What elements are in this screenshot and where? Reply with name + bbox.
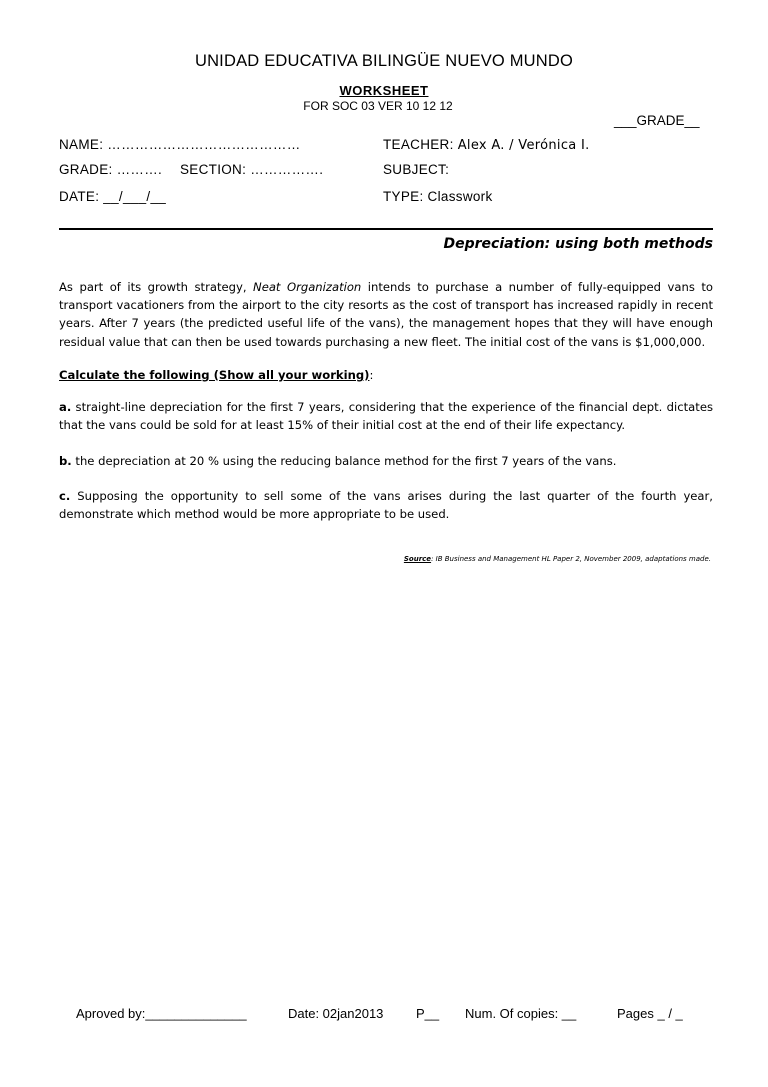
- company-name: Neat Organization: [253, 280, 362, 294]
- worksheet-title: WORKSHEET: [339, 83, 429, 98]
- header-divider: [59, 228, 713, 230]
- question-c: [59, 487, 713, 523]
- intro-paragraph: As part of its growth strategy, Neat Organization intends to purchase a number of fully-equipped vans to transport vacationers from the airport to the city resorts as the cost of transport has increased rapidly in recent years. After 7 years (the predicted useful life of the vans), the management hopes that they will have enough residual value that can then be used towards purchasing a new fleet. The initial cost of the vans is $1,000,000.: [59, 280, 713, 349]
- question-text: the depreciation at 20 % using the reducing balance method for the first 7 years of the vans.: [71, 454, 617, 468]
- question-letter: b.: [59, 454, 72, 468]
- question-text: straight-line depreciation for the first 7 years, considering that the experience of the financial dept. dictates that the vans could be sold for at least 15% of their initial cost at the end of their life expectancy.: [59, 400, 713, 433]
- copies-count: Num. Of copies: __: [465, 1006, 577, 1021]
- teacher-label: TEACHER:: [383, 137, 454, 152]
- page-count: Pages _ / _: [617, 1006, 683, 1021]
- school-name: UNIDAD EDUCATIVA BILINGÜE NUEVO MUNDO: [194, 52, 574, 70]
- footer-p: P__: [416, 1006, 440, 1021]
- grade-box: ___GRADE__: [614, 113, 700, 128]
- teacher-value: Alex A. / Verónica I.: [457, 138, 590, 153]
- instruction: Calculate the following (Show all your working):: [59, 368, 374, 382]
- question-b: [59, 452, 713, 470]
- grade-field: GRADE: ……….: [59, 162, 163, 177]
- question-letter: c.: [59, 489, 71, 503]
- type-field: TYPE: Classwork: [383, 189, 493, 204]
- source-citation: Source: IB Business and Management HL Paper 2, November 2009, adaptations made.: [403, 555, 711, 563]
- question-text: Supposing the opportunity to sell some of the vans arises during the last quarter of the fourth year, demonstrate which method would be more appropriate to be used.: [59, 489, 713, 522]
- section-field: SECTION: …………….: [180, 162, 324, 177]
- teacher-field: [383, 137, 590, 153]
- subject-field: SUBJECT:: [383, 162, 450, 177]
- instruction-label: Calculate the following (Show all your working): [59, 368, 370, 382]
- question-letter: a.: [59, 400, 72, 414]
- source-label: Source: [403, 555, 432, 563]
- question-a: [59, 398, 713, 434]
- footer-date: Date: 02jan2013: [288, 1006, 384, 1021]
- topic-title: Depreciation: using both methods: [443, 236, 713, 252]
- date-field: DATE: __/___/__: [59, 189, 167, 204]
- name-field: NAME: ……………………………………: [59, 137, 301, 152]
- version-code: FOR SOC 03 VER 10 12 12: [303, 99, 453, 113]
- approved-by: Aproved by:______________: [76, 1006, 247, 1021]
